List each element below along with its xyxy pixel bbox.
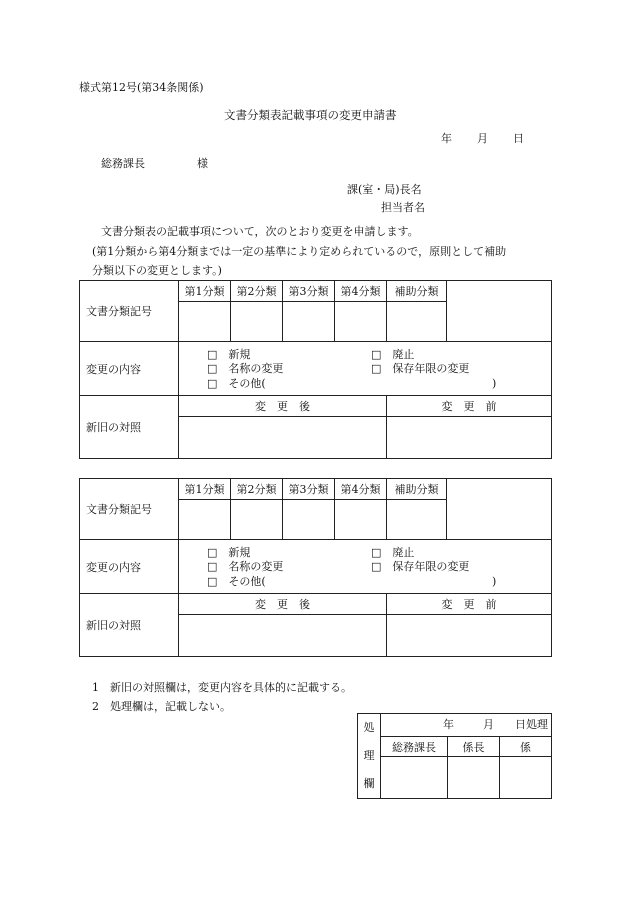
input-after[interactable] — [179, 417, 387, 459]
note-2: 2 処理欄は，記載しない。 — [92, 700, 231, 713]
date-month: 月 — [477, 132, 488, 145]
change-table-2 — [79, 478, 552, 657]
input-class-1[interactable] — [179, 500, 231, 540]
stamp-staff[interactable] — [500, 757, 552, 799]
input-before[interactable] — [387, 417, 552, 459]
col-class-4: 第4分類 — [335, 281, 387, 302]
input-before[interactable] — [387, 615, 552, 657]
label-change-content: 変更の内容 — [80, 342, 179, 396]
body-line-2: (第1分類から第4分類までは一定の基準により定められているので，原則として補助 — [92, 245, 507, 258]
processing-side-label — [358, 714, 381, 799]
option-other-close: ) — [492, 575, 497, 588]
option-new[interactable]: □ 新規 — [207, 546, 251, 559]
label-classification-code: 文書分類記号 — [80, 479, 179, 540]
processing-month: 月 — [483, 718, 494, 731]
applicant-dept: 課(室・局)長名 — [347, 183, 422, 196]
option-new[interactable]: □ 新規 — [207, 348, 251, 361]
addressee: 総務課長 — [101, 157, 145, 170]
stamp-manager[interactable] — [381, 757, 448, 799]
processing-col-staff: 係 — [500, 737, 552, 757]
col-class-1: 第1分類 — [179, 281, 231, 302]
col-class-2: 第2分類 — [231, 479, 283, 500]
input-class-3[interactable] — [283, 500, 335, 540]
input-after[interactable] — [179, 615, 387, 657]
processing-date-cell — [381, 714, 552, 737]
option-retention[interactable]: □ 保存年限の変更 — [371, 362, 470, 375]
body-line-3: 分類以下の変更とします。) — [92, 264, 222, 277]
blank-cell — [447, 479, 552, 540]
processing-char-3: 欄 — [363, 777, 375, 790]
col-class-1: 第1分類 — [179, 479, 231, 500]
honorific: 様 — [197, 157, 208, 170]
label-classification-code: 文書分類記号 — [80, 281, 179, 342]
input-class-3[interactable] — [283, 302, 335, 342]
change-table-1 — [79, 280, 552, 459]
processing-box — [357, 713, 552, 799]
header-after: 変 更 後 — [179, 594, 387, 615]
input-class-4[interactable] — [335, 302, 387, 342]
option-abolish[interactable]: □ 廃止 — [371, 546, 415, 559]
option-other-close: ) — [492, 377, 497, 390]
option-rename[interactable]: □ 名称の変更 — [207, 362, 284, 375]
processing-col-chief: 係長 — [448, 737, 500, 757]
input-class-1[interactable] — [179, 302, 231, 342]
processing-year: 年 — [443, 718, 454, 731]
input-class-2[interactable] — [231, 302, 283, 342]
col-class-aux: 補助分類 — [387, 479, 447, 500]
input-class-2[interactable] — [231, 500, 283, 540]
applicant-person: 担当者名 — [381, 201, 425, 214]
blank-cell — [447, 281, 552, 342]
header-before: 変 更 前 — [387, 594, 552, 615]
option-other[interactable]: □ その他( — [207, 575, 266, 588]
option-rename[interactable]: □ 名称の変更 — [207, 560, 284, 573]
header-after: 変 更 後 — [179, 396, 387, 417]
col-class-3: 第3分類 — [283, 479, 335, 500]
note-1: 1 新旧の対照欄は，変更内容を具体的に記載する。 — [92, 681, 352, 694]
option-retention[interactable]: □ 保存年限の変更 — [371, 560, 470, 573]
input-class-aux[interactable] — [387, 302, 447, 342]
form-number: 様式第12号(第34条関係) — [79, 81, 204, 94]
change-content-cell — [179, 540, 552, 594]
label-change-content: 変更の内容 — [80, 540, 179, 594]
date-year: 年 — [441, 132, 452, 145]
processing-day: 日処理 — [515, 718, 548, 731]
change-content-cell — [179, 342, 552, 396]
label-comparison: 新旧の対照 — [80, 396, 179, 459]
date-day: 日 — [513, 132, 524, 145]
header-before: 変 更 前 — [387, 396, 552, 417]
input-class-4[interactable] — [335, 500, 387, 540]
stamp-chief[interactable] — [448, 757, 500, 799]
col-class-3: 第3分類 — [283, 281, 335, 302]
processing-col-manager: 総務課長 — [381, 737, 448, 757]
label-comparison: 新旧の対照 — [80, 594, 179, 657]
col-class-2: 第2分類 — [231, 281, 283, 302]
processing-char-2: 理 — [363, 749, 375, 762]
form-title: 文書分類表記載事項の変更申請書 — [224, 108, 397, 122]
col-class-aux: 補助分類 — [387, 281, 447, 302]
body-line-1: 文書分類表の記載事項について，次のとおり変更を申請します。 — [101, 225, 419, 238]
option-other[interactable]: □ その他( — [207, 377, 266, 390]
processing-char-1: 処 — [363, 721, 375, 734]
input-class-aux[interactable] — [387, 500, 447, 540]
option-abolish[interactable]: □ 廃止 — [371, 348, 415, 361]
col-class-4: 第4分類 — [335, 479, 387, 500]
